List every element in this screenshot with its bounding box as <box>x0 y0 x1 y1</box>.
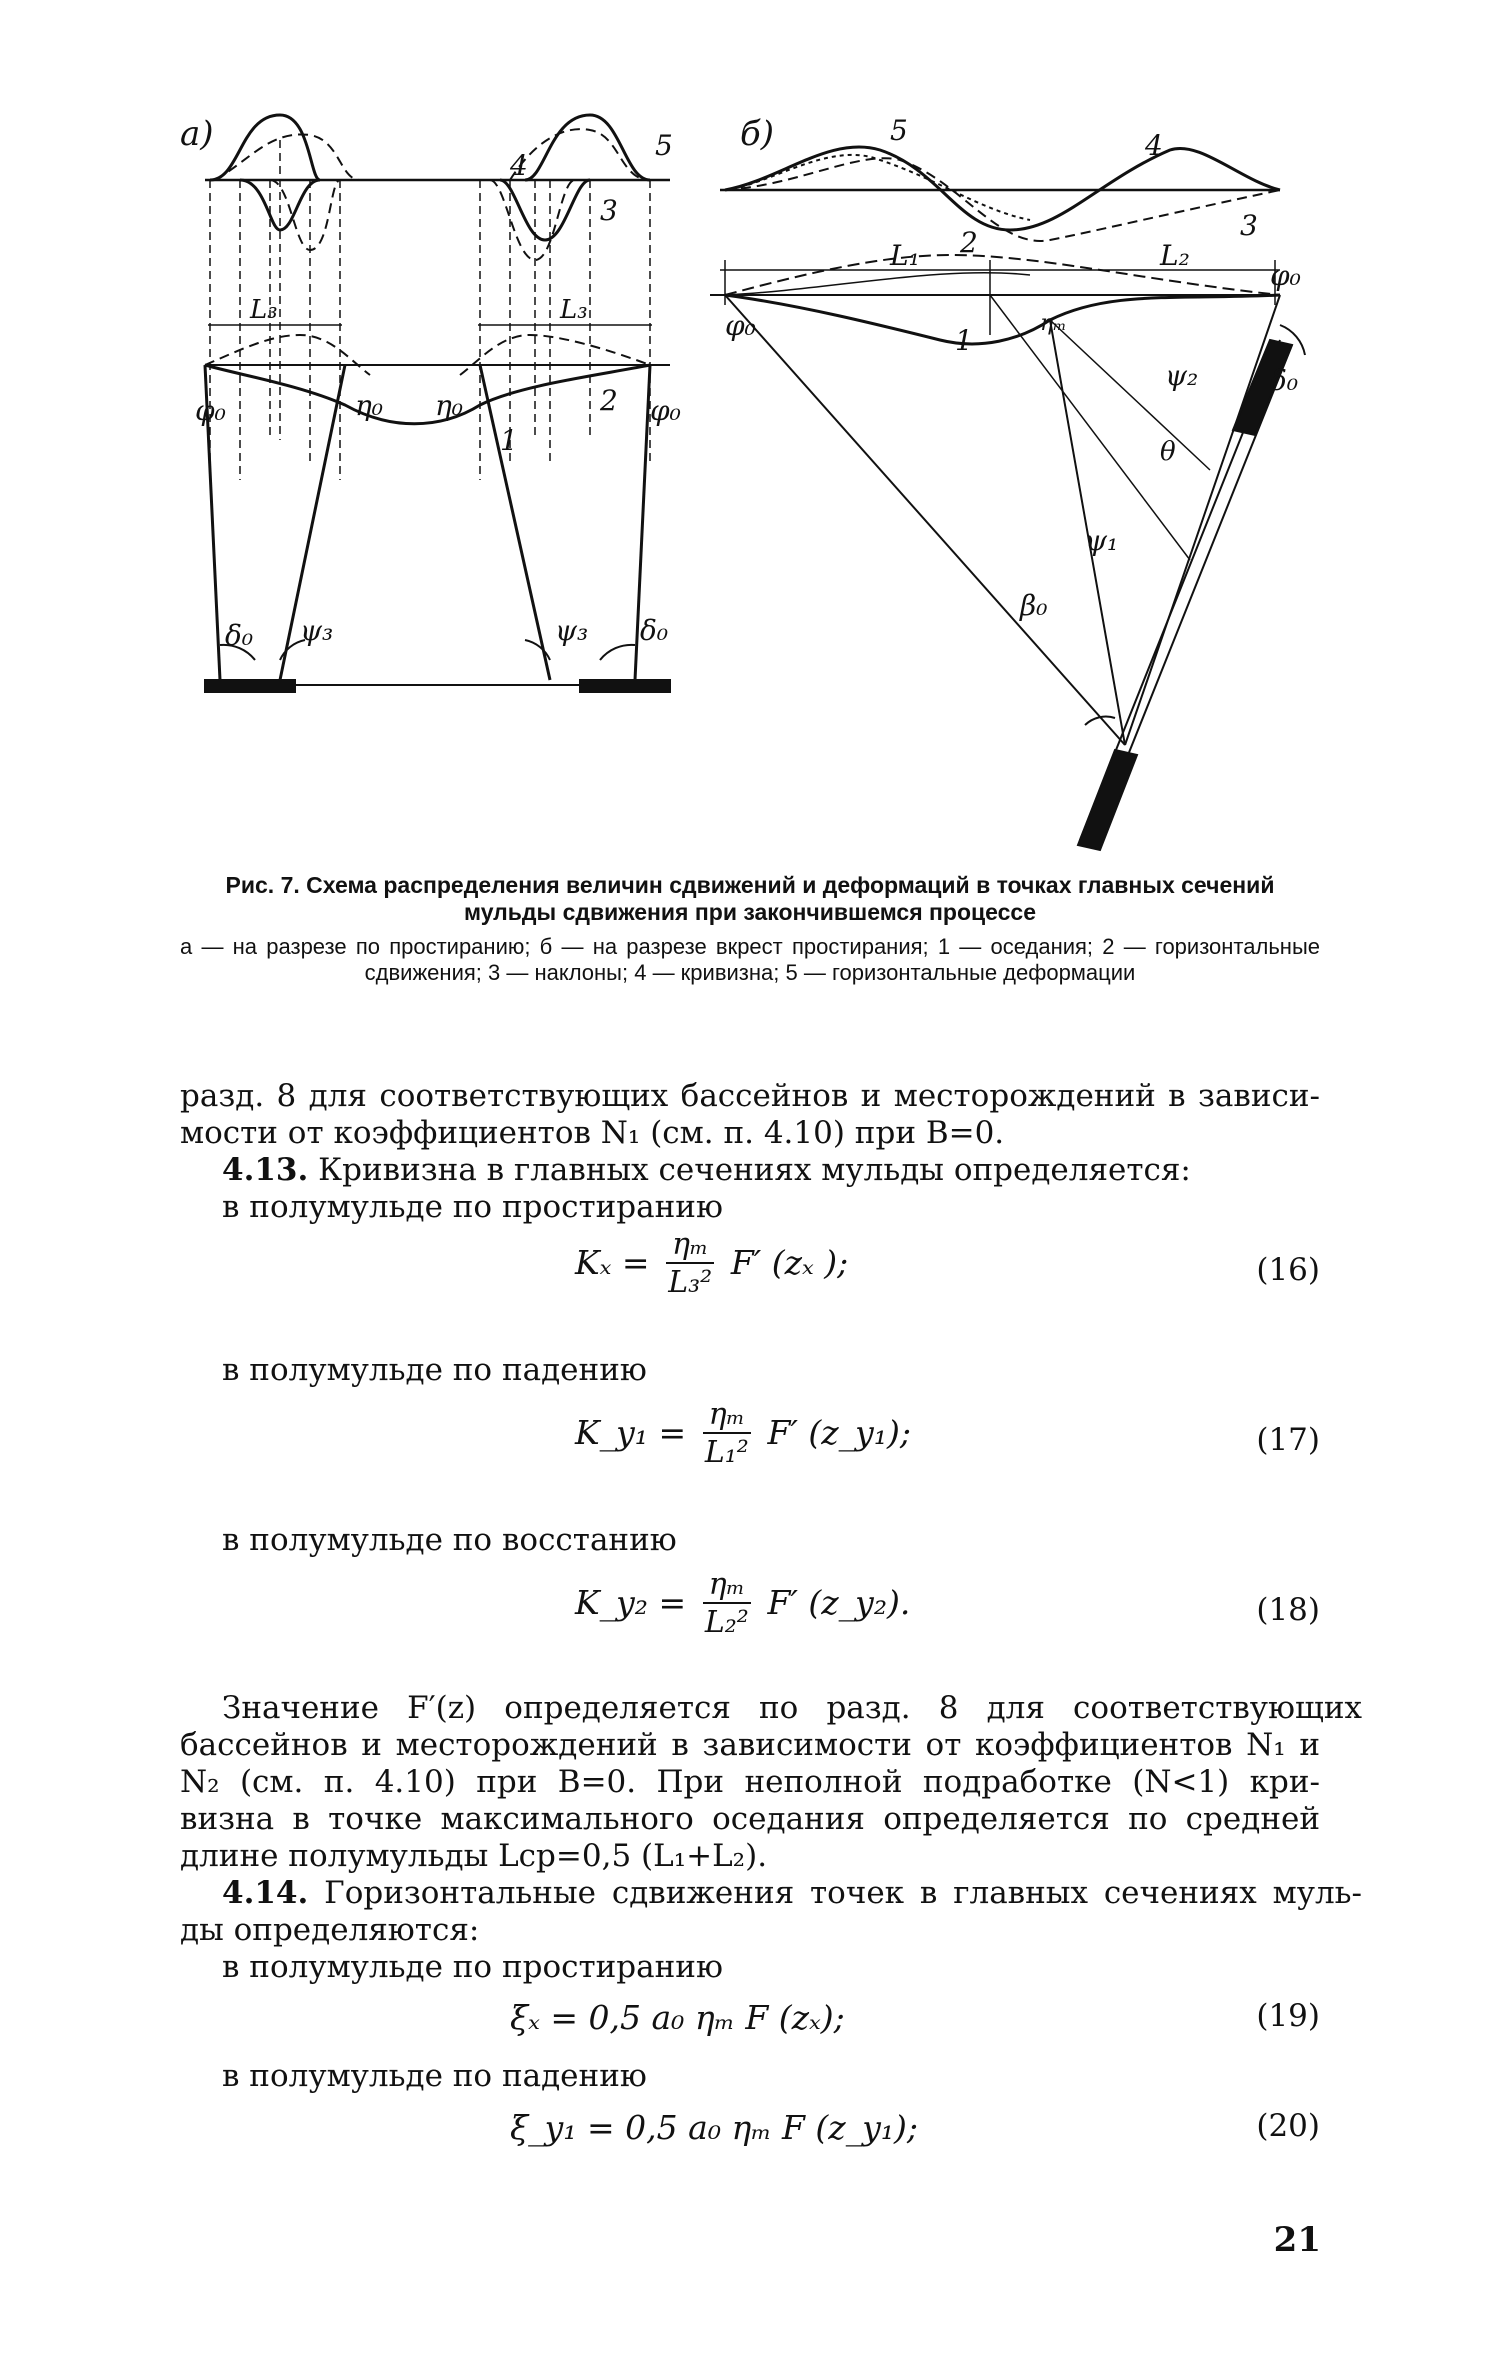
fraction-numerator: ηₘ <box>703 1398 751 1434</box>
paragraph-line: в полумульде по падению <box>222 2058 647 2094</box>
formula-lhs: K_y₁ = <box>575 1413 687 1452</box>
label-4-b: 4 <box>1145 129 1163 162</box>
formula-number: (18) <box>1256 1592 1320 1628</box>
panel-a-label: а) <box>180 114 214 154</box>
paragraph-line: Значение F′(z) определяется по разд. 8 для соответствующих <box>222 1690 1362 1726</box>
paragraph-line: визна в точке максимального оседания определяется по средней <box>180 1801 1320 1837</box>
label-3: 3 <box>600 194 618 227</box>
figure-labels <box>180 114 1301 652</box>
figure-7-diagram <box>180 114 1360 860</box>
paragraph-line: ды определяются: <box>180 1912 480 1948</box>
formula-rhs: F′ (z_y₂). <box>767 1583 911 1622</box>
label-psi2: ψ₂ <box>1165 359 1199 392</box>
label-L3-right: L₃ <box>560 295 588 325</box>
formula-number: (20) <box>1256 2108 1320 2144</box>
label-5: 5 <box>655 129 673 162</box>
label-L3-left: L₃ <box>250 295 278 325</box>
fraction-denominator: L₁² <box>704 1435 749 1470</box>
formula-number: (16) <box>1256 1252 1320 1288</box>
formula-fraction <box>703 1398 751 1472</box>
label-delta0-left: δ₀ <box>225 619 254 652</box>
label-1-a: 1 <box>500 424 518 457</box>
section-text: Кривизна в главных сечениях мульды определяется: <box>308 1152 1191 1188</box>
formula-expression: ξₓ = 0,5 a₀ ηₘ F (zₓ); <box>510 1998 845 2037</box>
formula-fraction <box>703 1568 751 1642</box>
formula-20 <box>180 2102 1320 2162</box>
formula-lhs: Kₓ = <box>575 1243 650 1282</box>
label-2-b: 2 <box>960 226 978 259</box>
formula-rhs: F′ (zₓ ); <box>730 1243 849 1282</box>
paragraph-line: в полумульде по простиранию <box>222 1189 723 1225</box>
section-number: 4.13. <box>222 1152 309 1188</box>
label-phi0-b-left: φ₀ <box>725 309 756 342</box>
page-number: 21 <box>1273 2220 1321 2260</box>
formula-17 <box>180 1398 1320 1508</box>
label-eta0-left: η₀ <box>355 389 383 422</box>
paragraph-line: в полумульде по падению <box>222 1352 647 1388</box>
fraction-numerator: ηₘ <box>703 1568 751 1604</box>
label-5-b: 5 <box>890 114 908 147</box>
label-L1: L₁ <box>890 239 920 272</box>
label-delta0-b: δ₀ <box>1270 364 1299 397</box>
panel-b <box>710 147 1305 850</box>
formula-expression: ξ_y₁ = 0,5 a₀ ηₘ F (z_y₁); <box>510 2108 919 2147</box>
paragraph-line: N₂ (см. п. 4.10) при B=0. При неполной подработке (N<1) кри- <box>180 1764 1320 1800</box>
label-eta0-right: η₀ <box>435 389 463 422</box>
label-psi3-left: ψ₃ <box>300 614 334 647</box>
paragraph-line: в полумульде по простиранию <box>222 1949 723 1985</box>
formula-16 <box>180 1228 1320 1338</box>
formula-number: (19) <box>1256 1998 1320 2034</box>
formula-number: (17) <box>1256 1422 1320 1458</box>
formula-18 <box>180 1568 1320 1678</box>
section-4-14 <box>180 1875 1362 1912</box>
label-beta0: β₀ <box>1020 589 1048 622</box>
label-theta: θ <box>1160 437 1176 467</box>
paragraph-line: мости от коэффициентов N₁ (см. п. 4.10) при B=0. <box>180 1115 1005 1151</box>
label-1-b: 1 <box>955 324 973 357</box>
label-phi0-left: φ₀ <box>195 394 226 427</box>
formula-rhs: F′ (z_y₁); <box>767 1413 912 1452</box>
label-4: 4 <box>510 149 528 182</box>
label-psi1: ψ₁ <box>1085 524 1119 557</box>
panel-b-label: б) <box>740 114 775 154</box>
label-delta0-right: δ₀ <box>640 614 669 647</box>
label-etam: ηₘ <box>1040 311 1067 336</box>
label-2-a: 2 <box>600 384 618 417</box>
formula-19 <box>180 1992 1320 2052</box>
paragraph-line: разд. 8 для соответствующих бассейнов и месторождений в зависи- <box>180 1078 1320 1114</box>
figure-caption-title: Рис. 7. Схема распределения величин сдвижений и деформаций в точках главных сечений мульды сдвижения при закончившемся процессе <box>225 872 1275 925</box>
label-3-b: 3 <box>1240 209 1258 242</box>
paragraph-line: бассейнов и месторождений в зависимости от коэффициентов N₁ и <box>180 1727 1320 1763</box>
section-text: Горизонтальные сдвижения точек в главных сечениях муль- <box>308 1875 1362 1911</box>
paragraph-line: в полумульде по восстанию <box>222 1522 677 1558</box>
label-L2: L₂ <box>1160 239 1190 272</box>
formula-fraction <box>666 1228 714 1302</box>
section-4-13 <box>180 1152 1362 1189</box>
paragraph-line: длине полумульды Lср=0,5 (L₁+L₂). <box>180 1838 768 1874</box>
fraction-denominator: L₃² <box>668 1265 713 1300</box>
section-number: 4.14. <box>222 1875 309 1911</box>
figure-caption-legend: а — на разрезе по простиранию; б — на разрезе вкрест простирания; 1 — оседания; 2 — горизонтальные сдвижения; 3 — наклоны; 4 — кривизна; 5 — горизонтальные деформации <box>180 934 1320 985</box>
fraction-numerator: ηₘ <box>666 1228 714 1264</box>
formula-lhs: K_y₂ = <box>575 1583 687 1622</box>
label-phi0-right: φ₀ <box>650 394 681 427</box>
label-psi3-right: ψ₃ <box>555 614 589 647</box>
label-phi0-b-right: φ₀ <box>1270 259 1301 292</box>
fraction-denominator: L₂² <box>704 1605 749 1640</box>
